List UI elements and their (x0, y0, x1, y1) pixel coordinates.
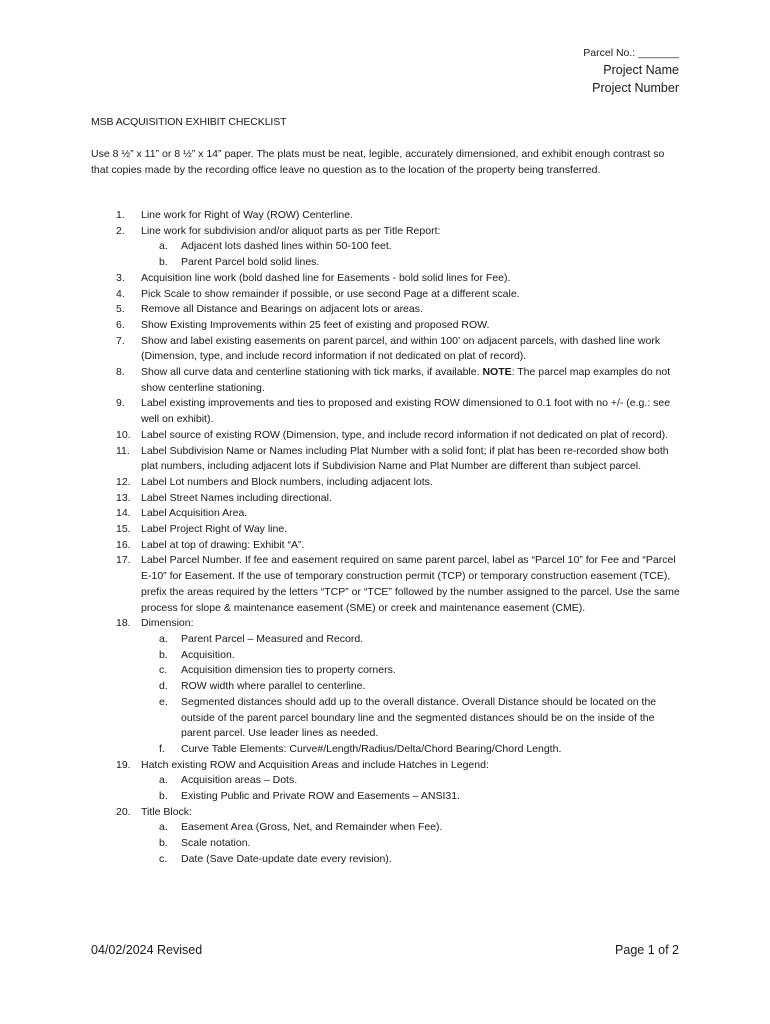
checklist (91, 208, 681, 868)
item-number: 6. (116, 318, 125, 331)
item-number: 1. (116, 209, 125, 221)
item-text: Label Project Right of Way line. (141, 523, 288, 536)
item-text: Show and label existing easements on parent parcel, and within 100’ on adjacent parcels, with dashed line work (Dimension, type, and include record information if not dedicated on plat of record). (141, 334, 661, 363)
item-number: 10. (116, 428, 131, 441)
item-number: 3. (116, 271, 125, 284)
subitem-letter: b. (159, 790, 168, 803)
item-number: 2. (116, 224, 125, 237)
checklist-item (91, 522, 681, 538)
item-text: Hatch existing ROW and Acquisition Areas and include Hatches in Legend: (141, 758, 489, 771)
item-text: Label at top of drawing: Exhibit “A”. (141, 538, 305, 551)
item-text: Pick Scale to show remainder if possible, or use second Page at a different scale. (141, 287, 520, 300)
checklist-subitem (91, 632, 681, 648)
item-text: Label Subdivision Name or Names including Plat Number with a solid font; if plat has been re-recorded show both plat numbers, including adjacent lots if Subdivision Name and Plat Number are different than subject parcel. (141, 444, 669, 473)
parcel-number-field: Parcel No.: _______ (583, 47, 679, 59)
item-text: Remove all Distance and Bearings on adjacent lots or areas. (141, 303, 423, 316)
project-name: Project Name (603, 63, 679, 77)
checklist-item (91, 271, 681, 287)
checklist-subitem (91, 648, 681, 664)
checklist-item (91, 318, 681, 334)
item-text: Label Lot numbers and Block numbers, including adjacent lots. (141, 475, 433, 488)
item-number: 13. (116, 491, 131, 504)
checklist-item (91, 287, 681, 303)
checklist-subitem (91, 820, 681, 836)
item-text: Dimension: (141, 617, 194, 630)
checklist-item (91, 224, 681, 240)
revision-date: 04/02/2024 Revised (91, 943, 203, 957)
checklist-item (91, 506, 681, 522)
item-text: Label existing improvements and ties to proposed and existing ROW dimensioned to 0.1 foot with no +/- (e.g.: see well on exhibit). (141, 397, 671, 426)
item-number: 7. (116, 334, 125, 347)
subitem-text: Adjacent lots dashed lines within 50-100 feet. (181, 240, 392, 253)
checklist-subitem (91, 742, 681, 758)
checklist-item (91, 805, 681, 821)
note-label: NOTE (482, 366, 512, 379)
subitem-text: Date (Save Date-update date every revision). (181, 852, 392, 865)
item-text: Acquisition line work (bold dashed line for Easements - bold solid lines for Fee). (141, 271, 511, 284)
checklist-item (91, 491, 681, 507)
checklist-subitem (91, 663, 681, 679)
subitem-text: Existing Public and Private ROW and Easements – ANSI31. (181, 790, 460, 803)
subitem-text: Segmented distances should add up to the overall distance. Overall Distance should be located on the outside of the parent parcel boundary line and the segmented distances should be on the inside of the parent parcel. Use leader lines as needed. (181, 695, 657, 740)
checklist-item (91, 444, 681, 475)
subitem-letter: a. (159, 821, 168, 834)
checklist-item (91, 553, 681, 616)
item-text: Label source of existing ROW (Dimension, type, and include record information if not dedicated on plat of record). (141, 428, 669, 441)
checklist-item (91, 302, 681, 318)
subitem-letter: e. (159, 695, 168, 708)
subitem-letter: b. (159, 648, 168, 661)
checklist-item (91, 428, 681, 444)
checklist-subitem (91, 836, 681, 852)
subitem-letter: a. (159, 632, 168, 645)
item-text: Label Street Names including directional. (141, 491, 332, 504)
subitem-letter: a. (159, 240, 168, 253)
subitem-letter: a. (159, 774, 168, 787)
item-text: Label Acquisition Area. (141, 507, 248, 520)
item-text: Line work for Right of Way (ROW) Centerline. (141, 209, 354, 221)
subitem-letter: f. (159, 742, 165, 755)
checklist-subitem (91, 695, 681, 742)
item-number: 16. (116, 538, 131, 551)
subitem-letter: b. (159, 837, 168, 850)
checklist-item (91, 758, 681, 774)
item-number: 9. (116, 397, 125, 410)
item-number: 15. (116, 523, 131, 536)
subitem-letter: c. (159, 852, 168, 865)
checklist-subitem (91, 239, 681, 255)
checklist-subitem (91, 679, 681, 695)
document-title: MSB ACQUISITION EXHIBIT CHECKLIST (91, 116, 287, 128)
checklist-item (91, 616, 681, 632)
subitem-text: Acquisition dimension ties to property corners. (181, 664, 396, 677)
item-number: 12. (116, 475, 131, 488)
checklist-item (91, 475, 681, 491)
checklist-subitem (91, 789, 681, 805)
subitem-text: Easement Area (Gross, Net, and Remainder when Fee). (181, 821, 443, 834)
item-text: Title Block: (141, 805, 192, 818)
checklist-subitem (91, 773, 681, 789)
checklist-item (91, 538, 681, 554)
item-number: 19. (116, 758, 131, 771)
subitem-letter: b. (159, 256, 168, 269)
checklist-subitem (91, 852, 681, 868)
subitem-text: Acquisition. (181, 648, 235, 661)
item-text: Show Existing Improvements within 25 feet of existing and proposed ROW. (141, 318, 490, 331)
subitem-text: Parent Parcel – Measured and Record. (181, 632, 364, 645)
project-number: Project Number (592, 81, 679, 95)
page-number: Page 1 of 2 (615, 943, 679, 957)
item-number: 17. (116, 554, 131, 567)
item-number: 11. (116, 444, 130, 457)
subitem-letter: c. (159, 664, 168, 677)
item-number: 4. (116, 287, 125, 300)
subitem-text: Scale notation. (181, 837, 251, 850)
checklist-item (91, 334, 681, 365)
item-number: 18. (116, 617, 131, 630)
subitem-text: Curve Table Elements: Curve#/Length/Radius/Delta/Chord Bearing/Chord Length. (181, 742, 562, 755)
subitem-text: ROW width where parallel to centerline. (181, 680, 366, 693)
item-number: 20. (116, 805, 131, 818)
note-text: : The parcel map examples do not show centerline stationing. (141, 366, 671, 394)
checklist-item (91, 208, 681, 224)
item-number: 14. (116, 507, 131, 520)
subitem-letter: d. (159, 680, 168, 693)
checklist-item (91, 365, 681, 396)
item-number: 8. (116, 366, 125, 379)
item-text: Label Parcel Number. If fee and easement required on same parent parcel, label as “Parcel 10” for Fee and “Parcel E-10” for Easement. If the use of temporary construction permit (TCP) or temporary construction easement (TCE), prefix the areas required by the letters “TCP” or “TCE” followed by the number assigned to the parcel. Use the same process for slope & maintenance easement (SME) or creek and maintenance easement (CME). (141, 554, 680, 614)
checklist-subitem (91, 255, 681, 271)
item-number: 5. (116, 303, 125, 316)
item-text: Line work for subdivision and/or aliquot parts as per Title Report: (141, 224, 441, 237)
intro-paragraph: Use 8 ½” x 11” or 8 ½” x 14” paper. The plats must be neat, legible, accurately dimensioned, and exhibit enough contrast so that copies made by the recording office leave no question as to the location of the property being transferred. (91, 148, 665, 176)
checklist-item (91, 396, 681, 427)
item-text: Show all curve data and centerline stationing with tick marks, if available. (141, 366, 480, 379)
subitem-text: Parent Parcel bold solid lines. (181, 256, 320, 269)
subitem-text: Acquisition areas – Dots. (181, 774, 298, 787)
